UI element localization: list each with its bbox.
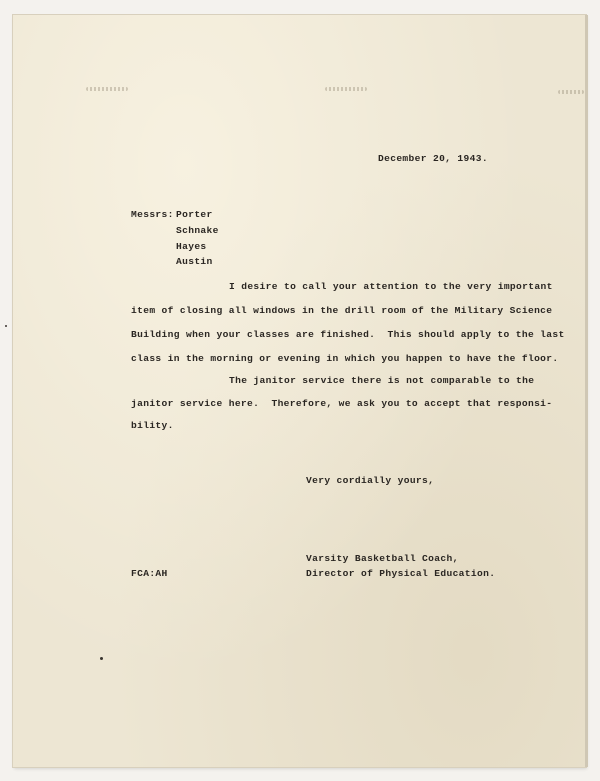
salutation-label: Messrs: xyxy=(131,209,174,220)
recipient-hayes: Hayes xyxy=(176,241,207,252)
recipient-schnake: Schnake xyxy=(176,225,219,236)
paper-edge xyxy=(585,15,588,767)
body-line: item of closing all windows in the drill room of the Military Science xyxy=(131,305,553,316)
body-line: class in the morning or evening in which you happen to have the floor. xyxy=(131,353,559,364)
closing-line: Very cordially yours, xyxy=(306,475,435,486)
ink-speck xyxy=(5,325,7,327)
letter-paper xyxy=(13,15,586,767)
recipient-porter: Porter xyxy=(176,209,213,220)
body-line: bility. xyxy=(131,420,174,431)
letter-date: December 20, 1943. xyxy=(378,153,488,164)
top-smudge-left xyxy=(86,87,128,91)
recipient-austin: Austin xyxy=(176,256,213,267)
ink-speck xyxy=(100,657,103,660)
body-line: Building when your classes are finished. This should apply to the last xyxy=(131,329,565,340)
top-smudge-center xyxy=(325,87,367,91)
signature-title-coach: Varsity Basketball Coach, xyxy=(306,553,459,564)
signature-title-director: Director of Physical Education. xyxy=(306,568,496,579)
body-line: The janitor service there is not comparable to the xyxy=(229,375,535,386)
body-line: I desire to call your attention to the very important xyxy=(229,281,553,292)
top-smudge-right xyxy=(558,90,584,94)
body-line: janitor service here. Therefore, we ask you to accept that responsi- xyxy=(131,398,553,409)
typist-initials: FCA:AH xyxy=(131,568,168,579)
